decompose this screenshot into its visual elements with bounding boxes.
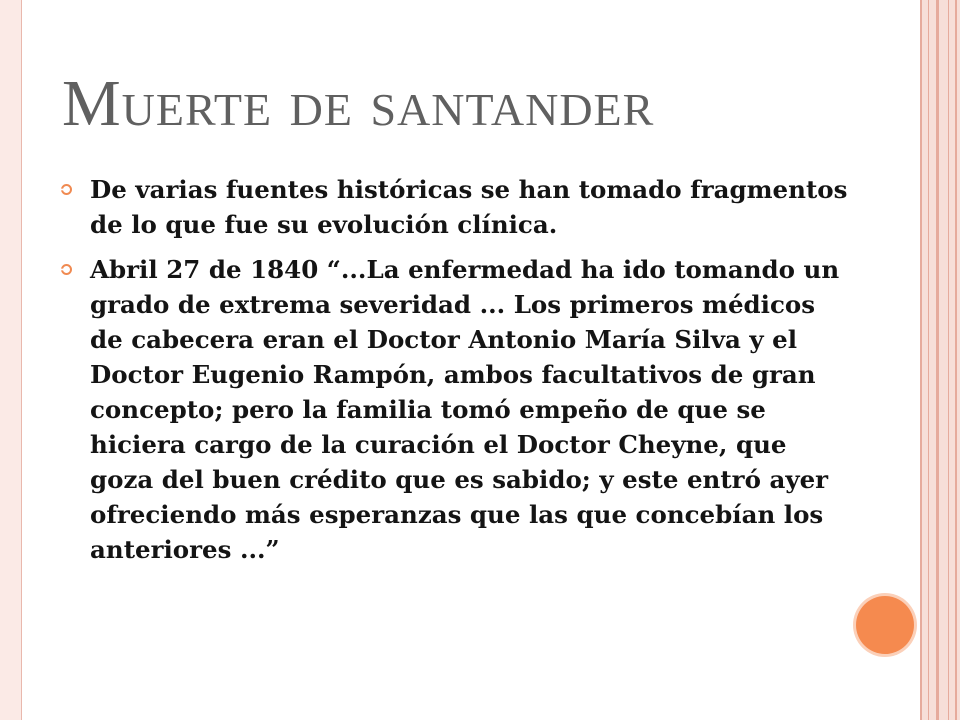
bullet-text-sources: De varias fuentes históricas se han tomado fragmentos de lo que fue su evolución clínica. [90, 175, 848, 239]
decorative-stripe [920, 0, 922, 720]
orange-ring-bullet-icon [61, 184, 72, 195]
decorative-stripe [955, 0, 957, 720]
decorative-stripe [948, 0, 949, 720]
decorative-stripe [936, 0, 939, 720]
right-decorative-stripes [920, 0, 960, 720]
bullet-item-sources [60, 172, 850, 242]
left-decorative-border [0, 0, 22, 720]
bullet-item-quote [60, 252, 850, 567]
slide-title: Muerte de santander [62, 67, 655, 140]
bullet-text-quote: Abril 27 de 1840 “...La enfermedad ha ido tomando un grado de extrema severidad ... Los primeros médicos de cabecera eran el Doctor Antonio María Silva y el Doctor Eugenio Rampón, ambos facultativos de gran concepto; pero la familia tomó empeño de que se hiciera cargo de la curación el Doctor Cheyne, que goza del buen crédito que es sabido; y este entró ayer ofreciendo más esperanzas que las que concebían los anteriores ...” [90, 255, 840, 564]
bullet-list [60, 172, 850, 577]
decorative-stripe [928, 0, 929, 720]
orange-circle-decoration [856, 596, 914, 654]
orange-ring-bullet-icon [61, 264, 72, 275]
